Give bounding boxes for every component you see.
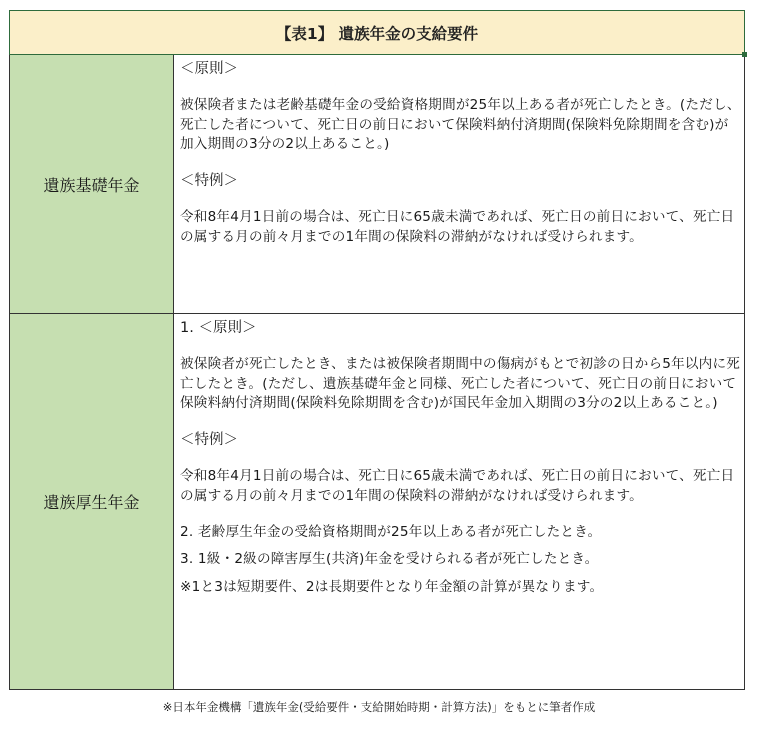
- row-label-cell: [10, 314, 174, 690]
- row-label: 遺族厚生年金: [43, 493, 140, 512]
- pension-requirements-table: [9, 10, 745, 690]
- principle-text: 被保険者または老齢基礎年金の受給資格期間が25年以上ある者が死亡したとき。(ただし、死亡した者について、死亡日の前日において保険料納付済期間(保険料免除期間を含む)が加入期間の3分の2以上あること。): [180, 97, 741, 153]
- principle-heading: 1. ＜原則＞: [180, 320, 257, 336]
- exception-heading: ＜特例＞: [180, 173, 238, 190]
- exception-heading: ＜特例＞: [180, 432, 238, 449]
- principle-heading: ＜原則＞: [180, 61, 238, 77]
- requirement-note: ※1と3は短期要件、2は長期要件となり年金額の計算が異なります。: [180, 578, 604, 595]
- principle-text: 被保険者が死亡したとき、または被保険者期間中の傷病がもとで初診の日から5年以内に死亡したとき。(ただし、遺族基礎年金と同様、死亡した者について、死亡日の前日において保険料納付済期間(保険料免除期間を含む)が国民年金加入期間の3分の2以上あること。): [180, 356, 741, 412]
- row-content-cell: [174, 314, 745, 690]
- row-label: 遺族基礎年金: [43, 175, 140, 195]
- requirement-item-3: 3. 1級・2級の障害厚生(共済)年金を受けられる者が死亡したとき。: [180, 551, 599, 568]
- source-footnote: ※日本年金機構「遺族年金(受給要件・支給開始時期・計算方法)」をもとに筆者作成: [162, 700, 596, 714]
- requirement-item-2: 2. 老齢厚生年金の受給資格期間が25年以上ある者が死亡したとき。: [180, 523, 602, 540]
- exception-text: 令和8年4月1日前の場合は、死亡日に65歳未満であれば、死亡日の前日において、死亡日の属する月の前々月までの1年間の保険料の滞納がなければ受けられます。: [180, 468, 735, 504]
- cell-resize-handle[interactable]: [742, 52, 747, 57]
- exception-text: 令和8年4月1日前の場合は、死亡日に65歳未満であれば、死亡日の前日において、死亡日の属する月の前々月までの1年間の保険料の滞納がなければ受けられます。: [180, 209, 735, 245]
- row-label-cell: [10, 55, 174, 314]
- row-content-cell: [174, 55, 745, 314]
- table-title-cell: [9, 10, 745, 55]
- table-body: [9, 55, 745, 690]
- table-title: 【表1】 遺族年金の支給要件: [275, 24, 479, 43]
